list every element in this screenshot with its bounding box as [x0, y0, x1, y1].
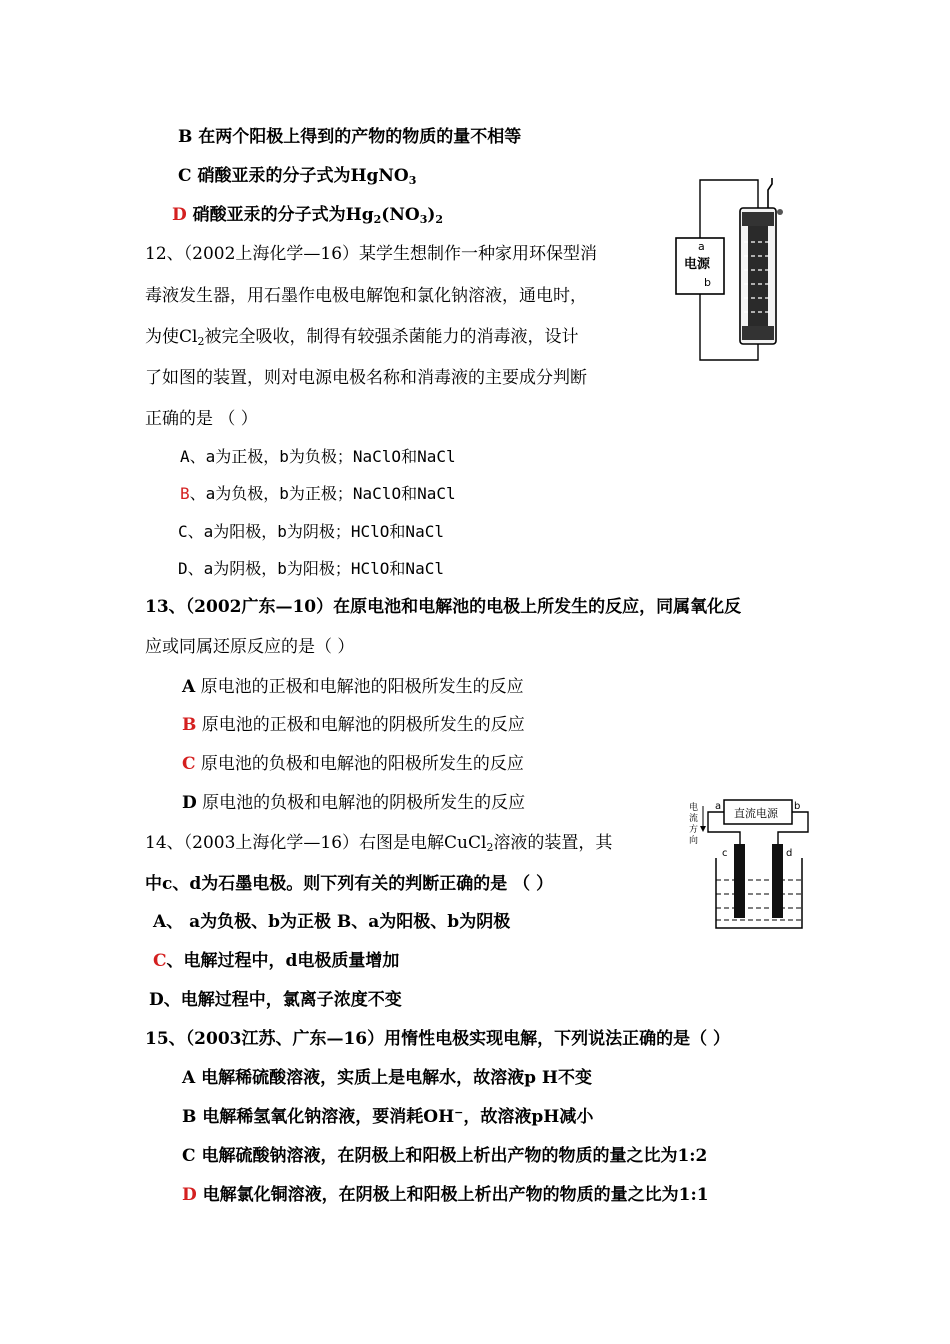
- q15-option-c-letter: C: [182, 1146, 196, 1166]
- q15-option-d-text: 电解氯化铜溶液，在阴极上和阳极上析出产物的物质的量之比为1:1: [196, 1185, 709, 1205]
- q11-option-d-sub3: 2: [435, 213, 444, 226]
- q15-option-d: [182, 1184, 709, 1206]
- q11-option-d-letter: D: [172, 205, 187, 225]
- q12-power-label: 电源: [684, 257, 711, 272]
- q13-stem-line1: 13、（2002广东—10）在原电池和电解池的电极上所发生的反应，同属氧化反: [145, 597, 742, 617]
- q15-option-c: [182, 1145, 707, 1167]
- q15-option-b: [182, 1106, 593, 1128]
- q14-electrode-c-label: c: [722, 848, 728, 859]
- q15-option-c-text: 电解硫酸钠溶液，在阴极上和阳极上析出产物的物质的量之比为1:2: [195, 1146, 708, 1166]
- q15-option-d-letter: D: [182, 1185, 197, 1205]
- q11-option-b-text: 在两个阳极上得到的产物的物质的量不相等: [192, 127, 522, 147]
- q13-option-d: [182, 792, 525, 814]
- q12-option-b: [180, 483, 456, 505]
- q14-terminal-b: b: [794, 801, 801, 812]
- q11-option-b-letter: B: [178, 127, 193, 147]
- q13-option-c-letter: C: [182, 754, 196, 774]
- q14-options-ab: A、 a为负极、b为正极 B、a为阳极、b为阴极: [153, 912, 511, 932]
- q12-option-c: C、a为阳极，b为阴极；HClO和NaCl: [178, 522, 444, 541]
- q14-electrode-d: [772, 844, 783, 918]
- q14-option-c-letter: C: [153, 951, 167, 971]
- q12-stem-line3: [145, 326, 578, 348]
- q14-apparatus-figure: [686, 796, 816, 936]
- q11-option-d-text: 硝酸亚汞的分子式为Hg: [186, 205, 374, 225]
- q14-electrode-c: [734, 844, 745, 918]
- q14-option-c-text: 、电解过程中，d电极质量增加: [166, 951, 400, 971]
- q13-stem-line2: 应或同属还原反应的是（ ）: [145, 637, 355, 657]
- q14-stem-line2: 中c、d为石墨电极。则下列有关的判断正确的是 （ ）: [145, 874, 554, 894]
- q14-current-label-4: 向: [689, 836, 699, 846]
- q13-option-b-text: 原电池的正极和电解池的阴极所发生的反应: [196, 715, 525, 735]
- q12-terminal-a: a: [698, 240, 705, 253]
- q14-stem-line1-b: 溶液的装置，其: [493, 833, 613, 853]
- q11-option-d-mid: (NO: [381, 205, 420, 225]
- q13-option-a-text: 原电池的正极和电解池的阳极所发生的反应: [195, 677, 524, 697]
- q13-option-b: [182, 714, 525, 736]
- q14-option-d: D、电解过程中，氯离子浓度不变: [149, 990, 402, 1010]
- q15-option-b-letter: B: [182, 1107, 197, 1127]
- q14-stem-line1: [145, 832, 612, 854]
- q11-option-c: [178, 165, 416, 187]
- q13-option-c: [182, 753, 524, 775]
- q14-current-label-1: 电: [689, 803, 699, 813]
- q12-terminal-b: b: [704, 276, 711, 289]
- q14-current-label-2: 流: [689, 814, 699, 824]
- q14-terminal-a: a: [715, 801, 722, 812]
- q12-option-d: D、a为阴极，b为阳极；HClO和NaCl: [178, 559, 444, 578]
- q14-current-label-3: 方: [689, 825, 699, 835]
- q12-stem-line4: 了如图的装置，则对电源电极名称和消毒液的主要成分判断: [145, 368, 587, 388]
- q15-option-b-superscript: −: [454, 1106, 464, 1119]
- q12-option-b-text: 、a为负极，b为正极；NaClO和NaCl: [189, 484, 456, 503]
- q12-stem-line3-sub: 2: [197, 335, 205, 348]
- q11-option-d-sub1: 2: [373, 213, 382, 226]
- q13-option-c-text: 原电池的负极和电解池的阳极所发生的反应: [195, 754, 524, 774]
- q14-stem-line1-sub: 2: [486, 841, 494, 854]
- q12-apparatus-figure: [668, 172, 798, 372]
- q11-option-d-end: ): [427, 205, 436, 225]
- q13-option-a: [182, 676, 524, 698]
- q14-stem-line1-a: 14、（2003上海化学—16）右图是电解CuCl: [145, 833, 487, 853]
- q12-stem-line1: 12、（2002上海化学—16）某学生想制作一种家用环保型消: [145, 244, 598, 264]
- q14-option-c: [153, 950, 399, 972]
- q11-option-d-sub2: 3: [419, 213, 428, 226]
- q12-stem-line3-a: 为使Cl: [145, 327, 198, 347]
- q11-option-d: [172, 204, 443, 226]
- q12-option-b-letter: B: [180, 484, 190, 503]
- q13-option-b-letter: B: [182, 715, 197, 735]
- q15-stem-line1: 15、（2003江苏、广东—16）用惰性电极实现电解，下列说法正确的是（ ）: [145, 1029, 731, 1049]
- q13-option-d-letter: D: [182, 793, 197, 813]
- q13-option-d-text: 原电池的负极和电解池的阴极所发生的反应: [196, 793, 526, 813]
- q15-option-b-end: ，故溶液pH减小: [463, 1107, 594, 1127]
- q12-stem-line3-b: 被完全吸收，制得有较强杀菌能力的消毒液，设计: [204, 327, 579, 347]
- q11-option-c-text: 硝酸亚汞的分子式为HgNO: [191, 166, 409, 186]
- q14-electrode-d-label: d: [786, 848, 793, 859]
- q14-power-label: 直流电源: [734, 807, 778, 820]
- q11-option-c-subscript: 3: [408, 174, 417, 187]
- q15-option-a: [182, 1067, 592, 1089]
- q12-stem-line2: 毒液发生器，用石墨作电极电解饱和氯化钠溶液，通电时，: [145, 286, 587, 306]
- q11-option-c-letter: C: [178, 166, 192, 186]
- q15-option-b-text: 电解稀氢氧化钠溶液，要消耗OH: [196, 1107, 455, 1127]
- q15-option-a-text: 电解稀硫酸溶液，实质上是电解水，故溶液p H不变: [195, 1068, 592, 1088]
- q12-stem-line5: 正确的是 （ ）: [145, 409, 258, 429]
- q13-option-a-letter: A: [182, 677, 196, 697]
- q15-option-a-letter: A: [182, 1068, 196, 1088]
- q11-option-b: [178, 126, 521, 148]
- q12-option-a: A、a为正极，b为负极；NaClO和NaCl: [180, 447, 456, 466]
